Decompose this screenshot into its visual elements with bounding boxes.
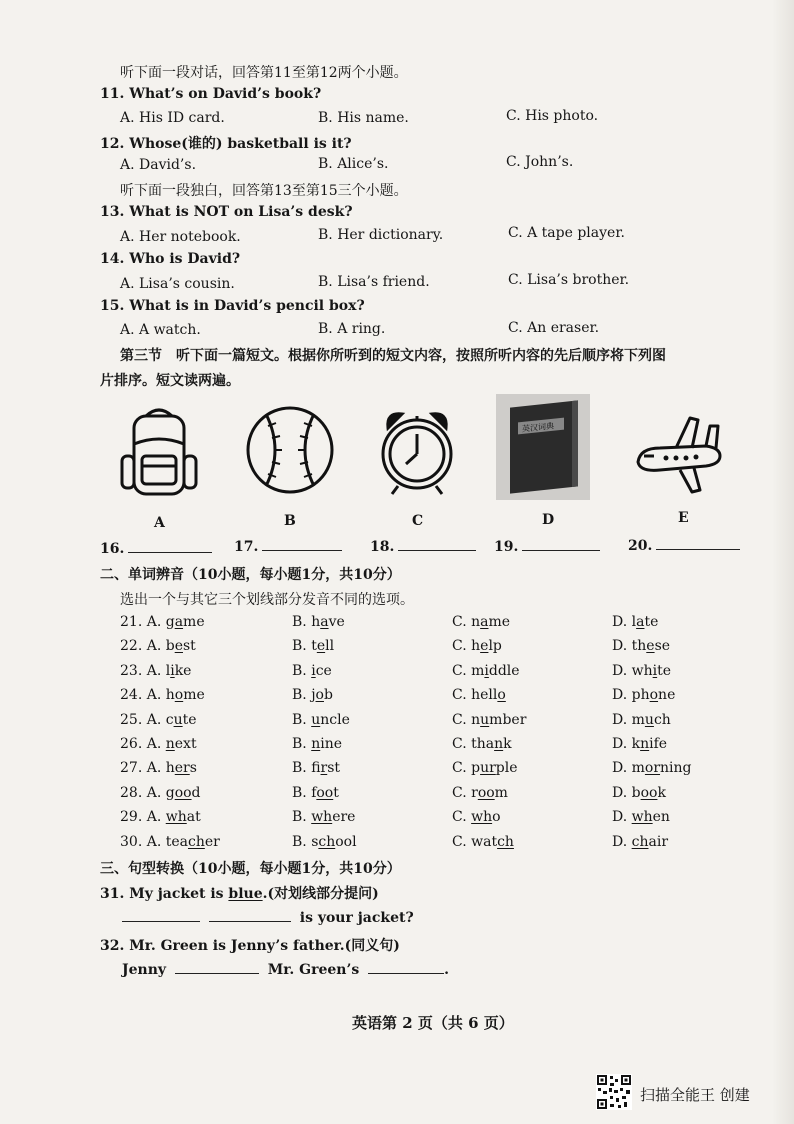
transform-heading: 三、句型转换（10小题，每小题1分，共10分） (100, 861, 401, 877)
question-32: 32. Mr. Green is Jenny’s father.(同义句) (100, 938, 400, 954)
phonics-option: C. number (452, 711, 527, 728)
page-edge (772, 0, 794, 1124)
option-11a: A. His ID card. (120, 110, 225, 126)
section3-instruction-cont: 片排序。短文读两遍。 (100, 373, 240, 389)
option-15a: A. A watch. (120, 322, 201, 338)
monologue-instruction: 听下面一段独白，回答第13至第15三个小题。 (120, 183, 408, 199)
phonics-option: B. where (292, 809, 356, 826)
phonics-option: B. foot (292, 784, 339, 801)
phonics-option: C. help (452, 638, 502, 655)
phonics-option: B. have (292, 614, 345, 630)
option-13c: C. A tape player. (508, 225, 625, 241)
phonics-instruction: 选出一个与其它三个划线部分发音不同的选项。 (120, 592, 414, 608)
phonics-option: 27. A. hers (120, 760, 197, 777)
dictionary-title: 英汉词典 (522, 421, 554, 434)
airplane-icon (630, 412, 726, 496)
question-14: 14. Who is David? (100, 251, 241, 267)
phonics-option: C. purple (452, 760, 518, 777)
phonics-option: C. room (452, 784, 508, 801)
qr-code-icon (596, 1074, 632, 1110)
option-13b: B. Her dictionary. (318, 227, 444, 243)
option-12b: B. Alice’s. (318, 156, 389, 172)
phonics-option: 29. A. what (120, 809, 201, 826)
dictionary-photo (496, 394, 590, 500)
phonics-option: C. hello (452, 687, 506, 704)
dialogue-instruction: 听下面一段对话，回答第11至第12两个小题。 (120, 65, 408, 81)
option-11b: B. His name. (318, 110, 409, 126)
phonics-option: C. who (452, 809, 501, 826)
picture-label-d: D (542, 512, 555, 528)
section3-instruction: 第三节 听下面一篇短文。根据你所听到的短文内容，按照所听内容的先后顺序将下列图 (120, 348, 666, 364)
option-12a: A. David’s. (120, 157, 197, 173)
phonics-option: D. these (612, 638, 671, 655)
picture-label-e: E (678, 510, 689, 526)
phonics-option: 21. A. game (120, 614, 205, 630)
baseball-icon (244, 404, 336, 496)
phonics-option: D. when (612, 809, 670, 826)
phonics-option: B. uncle (292, 711, 350, 728)
alarm-clock-icon (376, 406, 458, 498)
phonics-heading: 二、单词辨音（10小题，每小题1分，共10分） (100, 567, 401, 583)
phonics-option: D. book (612, 784, 666, 801)
phonics-option: D. knife (612, 736, 668, 752)
backpack-icon (118, 404, 200, 500)
blank-19: 19. (494, 538, 600, 555)
picture-label-a: A (154, 515, 165, 531)
phonics-option: 26. A. next (120, 736, 197, 752)
answer-31: is your jacket? (122, 909, 414, 926)
phonics-option: D. much (612, 711, 671, 728)
blank-17: 17. (234, 538, 342, 555)
option-14b: B. Lisa’s friend. (318, 274, 430, 290)
phonics-option: B. ice (292, 662, 332, 679)
page-number: 英语第 2 页（共 6 页） (352, 1014, 514, 1032)
phonics-option: D. white (612, 662, 672, 679)
phonics-option: C. name (452, 614, 511, 630)
phonics-option: 24. A. home (120, 687, 205, 704)
phonics-option: D. morning (612, 760, 692, 777)
option-13a: A. Her notebook. (120, 229, 241, 245)
picture-label-c: C (412, 513, 424, 529)
phonics-option: D. late (612, 614, 659, 630)
picture-label-b: B (284, 513, 296, 529)
option-14a: A. Lisa’s cousin. (120, 276, 235, 292)
option-15c: C. An eraser. (508, 320, 600, 336)
scanner-watermark: 扫描全能王 创建 (640, 1086, 750, 1104)
phonics-option: B. tell (292, 638, 335, 655)
question-31: 31. My jacket is blue.(对划线部分提问) (100, 886, 379, 902)
question-15: 15. What is in David’s pencil box? (100, 298, 365, 314)
option-15b: B. A ring. (318, 321, 386, 337)
phonics-option: C. thank (452, 736, 512, 752)
phonics-option: 23. A. like (120, 662, 192, 679)
phonics-option: D. chair (612, 833, 669, 850)
phonics-option: B. job (292, 687, 333, 704)
option-11c: C. His photo. (506, 108, 599, 124)
phonics-option: B. first (292, 760, 341, 777)
underlined-word: blue (228, 886, 263, 902)
answer-32: Jenny Mr. Green’s . (122, 962, 449, 978)
phonics-option: 28. A. good (120, 784, 201, 801)
phonics-option: C. watch (452, 833, 514, 850)
blank-20: 20. (628, 537, 740, 554)
question-13: 13. What is NOT on Lisa’s desk? (100, 204, 353, 220)
phonics-option: B. school (292, 833, 357, 850)
phonics-option: D. phone (612, 687, 676, 704)
question-12: 12. Whose(谁的) basketball is it? (100, 136, 352, 152)
phonics-option: B. nine (292, 736, 343, 752)
option-14c: C. Lisa’s brother. (508, 272, 630, 288)
blank-16: 16. (100, 540, 212, 557)
phonics-option: C. middle (452, 662, 520, 679)
blank-18: 18. (370, 538, 476, 555)
question-11: 11. What’s on David’s book? (100, 86, 322, 102)
phonics-option: 25. A. cute (120, 711, 197, 728)
phonics-option: 22. A. best (120, 638, 196, 655)
option-12c: C. John’s. (506, 154, 574, 170)
phonics-option: 30. A. teacher (120, 833, 220, 850)
